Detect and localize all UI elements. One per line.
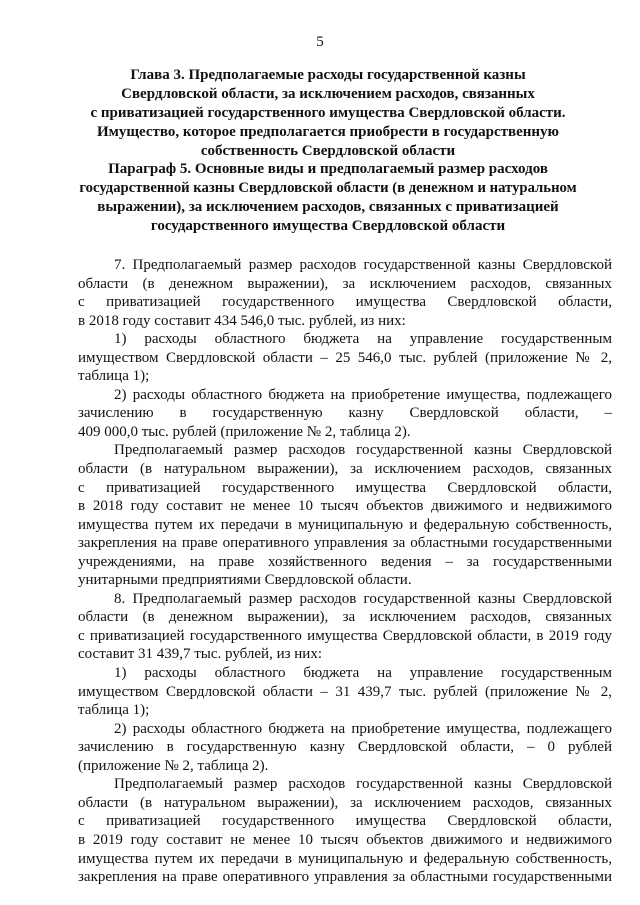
page-number: 5 [316, 34, 324, 50]
text-line: 8. Предполагаемый размер расходов государственной казны Свердловской [114, 590, 612, 607]
text-line: области (в натуральном выражении), за исключением расходов, связанных [78, 461, 612, 478]
heading-line: Глава 3. Предполагаемые расходы государственной казны [130, 67, 526, 83]
text-line: закрепления на праве оперативного управления за областными государственными [78, 535, 612, 552]
subitem-2019-management [78, 664, 612, 720]
text-line: (приложение № 2, таблица 2). [78, 757, 269, 774]
heading-line: Параграф 5. Основные виды и предполагаемый размер расходов [108, 161, 548, 177]
text-line: области (в натуральном выражении), за исключением расходов, связанных [78, 794, 612, 811]
text-line: 1) расходы областного бюджета на управление государственным [114, 331, 612, 348]
text-line: с приватизацией государственного имущества Свердловской области, в 2019 году [78, 627, 612, 644]
heading-line: выражении), за исключением расходов, связанных с приватизацией [97, 199, 559, 215]
text-line: в 2018 году составит 434 546,0 тыс. рублей, из них: [78, 312, 406, 329]
text-line: 1) расходы областного бюджета на управление государственным [114, 665, 612, 682]
text-line: Предполагаемый размер расходов государственной казны Свердловской [114, 776, 612, 793]
natural-expenses-2019 [78, 775, 612, 886]
natural-expenses-2018 [78, 441, 612, 589]
text-line: таблица 1); [78, 368, 150, 385]
text-line: зачислению в государственную казну Свердловской области, – 0 рублей [78, 739, 612, 756]
paragraph-heading [78, 160, 578, 236]
text-line: области (в денежном выражении), за исключением расходов, связанных [78, 275, 612, 292]
text-line: 2) расходы областного бюджета на приобретение имущества, подлежащего [114, 720, 612, 737]
text-line: закрепления на праве оперативного управления за областными государственными [78, 869, 612, 886]
text-line: таблица 1); [78, 702, 150, 719]
subitem-2018-acquisition [78, 386, 612, 442]
text-line: имущества путем их передачи в муниципальную и федеральную собственность, [78, 850, 612, 867]
heading-line: государственной казны Свердловской области (в денежном и натуральном [79, 180, 577, 196]
text-line: 7. Предполагаемый размер расходов государственной казны Свердловской [114, 257, 612, 273]
text-line: учреждениями, на праве хозяйственного ведения – за государственными [78, 553, 612, 570]
text-line: имуществом Свердловской области – 31 439,7 тыс. рублей (приложение № 2, [78, 683, 612, 700]
heading-line: Имущество, которое предполагается приобрести в государственную [96, 124, 559, 140]
heading-line: Свердловской области, за исключением расходов, связанных [121, 86, 535, 102]
text-line: с приватизацией государственного имущества Свердловской области, [78, 294, 612, 311]
heading-line: с приватизацией государственного имущества Свердловской области. [90, 105, 566, 121]
text-line: области (в денежном выражении), за исключением расходов, связанных [78, 609, 612, 626]
text-line: имуществом Свердловской области – 25 546,0 тыс. рублей (приложение № 2, [78, 349, 612, 366]
body-text [78, 256, 612, 887]
text-line: унитарными предприятиями Свердловской области. [78, 572, 412, 589]
text-line: зачислению в государственную казну Свердловской области, – [78, 405, 612, 422]
text-line: имущества путем их передачи в муниципальную и федеральную собственность, [78, 516, 612, 533]
heading-line: государственного имущества Свердловской области [150, 218, 506, 234]
text-line: составит 31 439,7 тыс. рублей, из них: [78, 646, 322, 663]
text-line: с приватизацией государственного имущества Свердловской области, [78, 813, 612, 830]
heading-line: собственность Свердловской области [200, 143, 456, 159]
subitem-2019-acquisition [78, 720, 612, 776]
text-line: в 2019 году составит не менее 10 тысяч объектов движимого и недвижимого [78, 831, 612, 848]
paragraph-item-8 [78, 590, 612, 664]
subitem-2018-management [78, 330, 612, 386]
chapter-heading [78, 66, 578, 161]
text-line: с приватизацией государственного имущества Свердловской области, [78, 479, 612, 496]
text-line: в 2018 году составит не менее 10 тысяч объектов движимого и недвижимого [78, 498, 612, 515]
text-line: 409 000,0 тыс. рублей (приложение № 2, таблица 2). [78, 423, 411, 440]
paragraph-item-7 [78, 256, 612, 330]
text-line: 2) расходы областного бюджета на приобретение имущества, подлежащего [114, 386, 612, 403]
text-line: Предполагаемый размер расходов государственной казны Свердловской [114, 442, 612, 459]
